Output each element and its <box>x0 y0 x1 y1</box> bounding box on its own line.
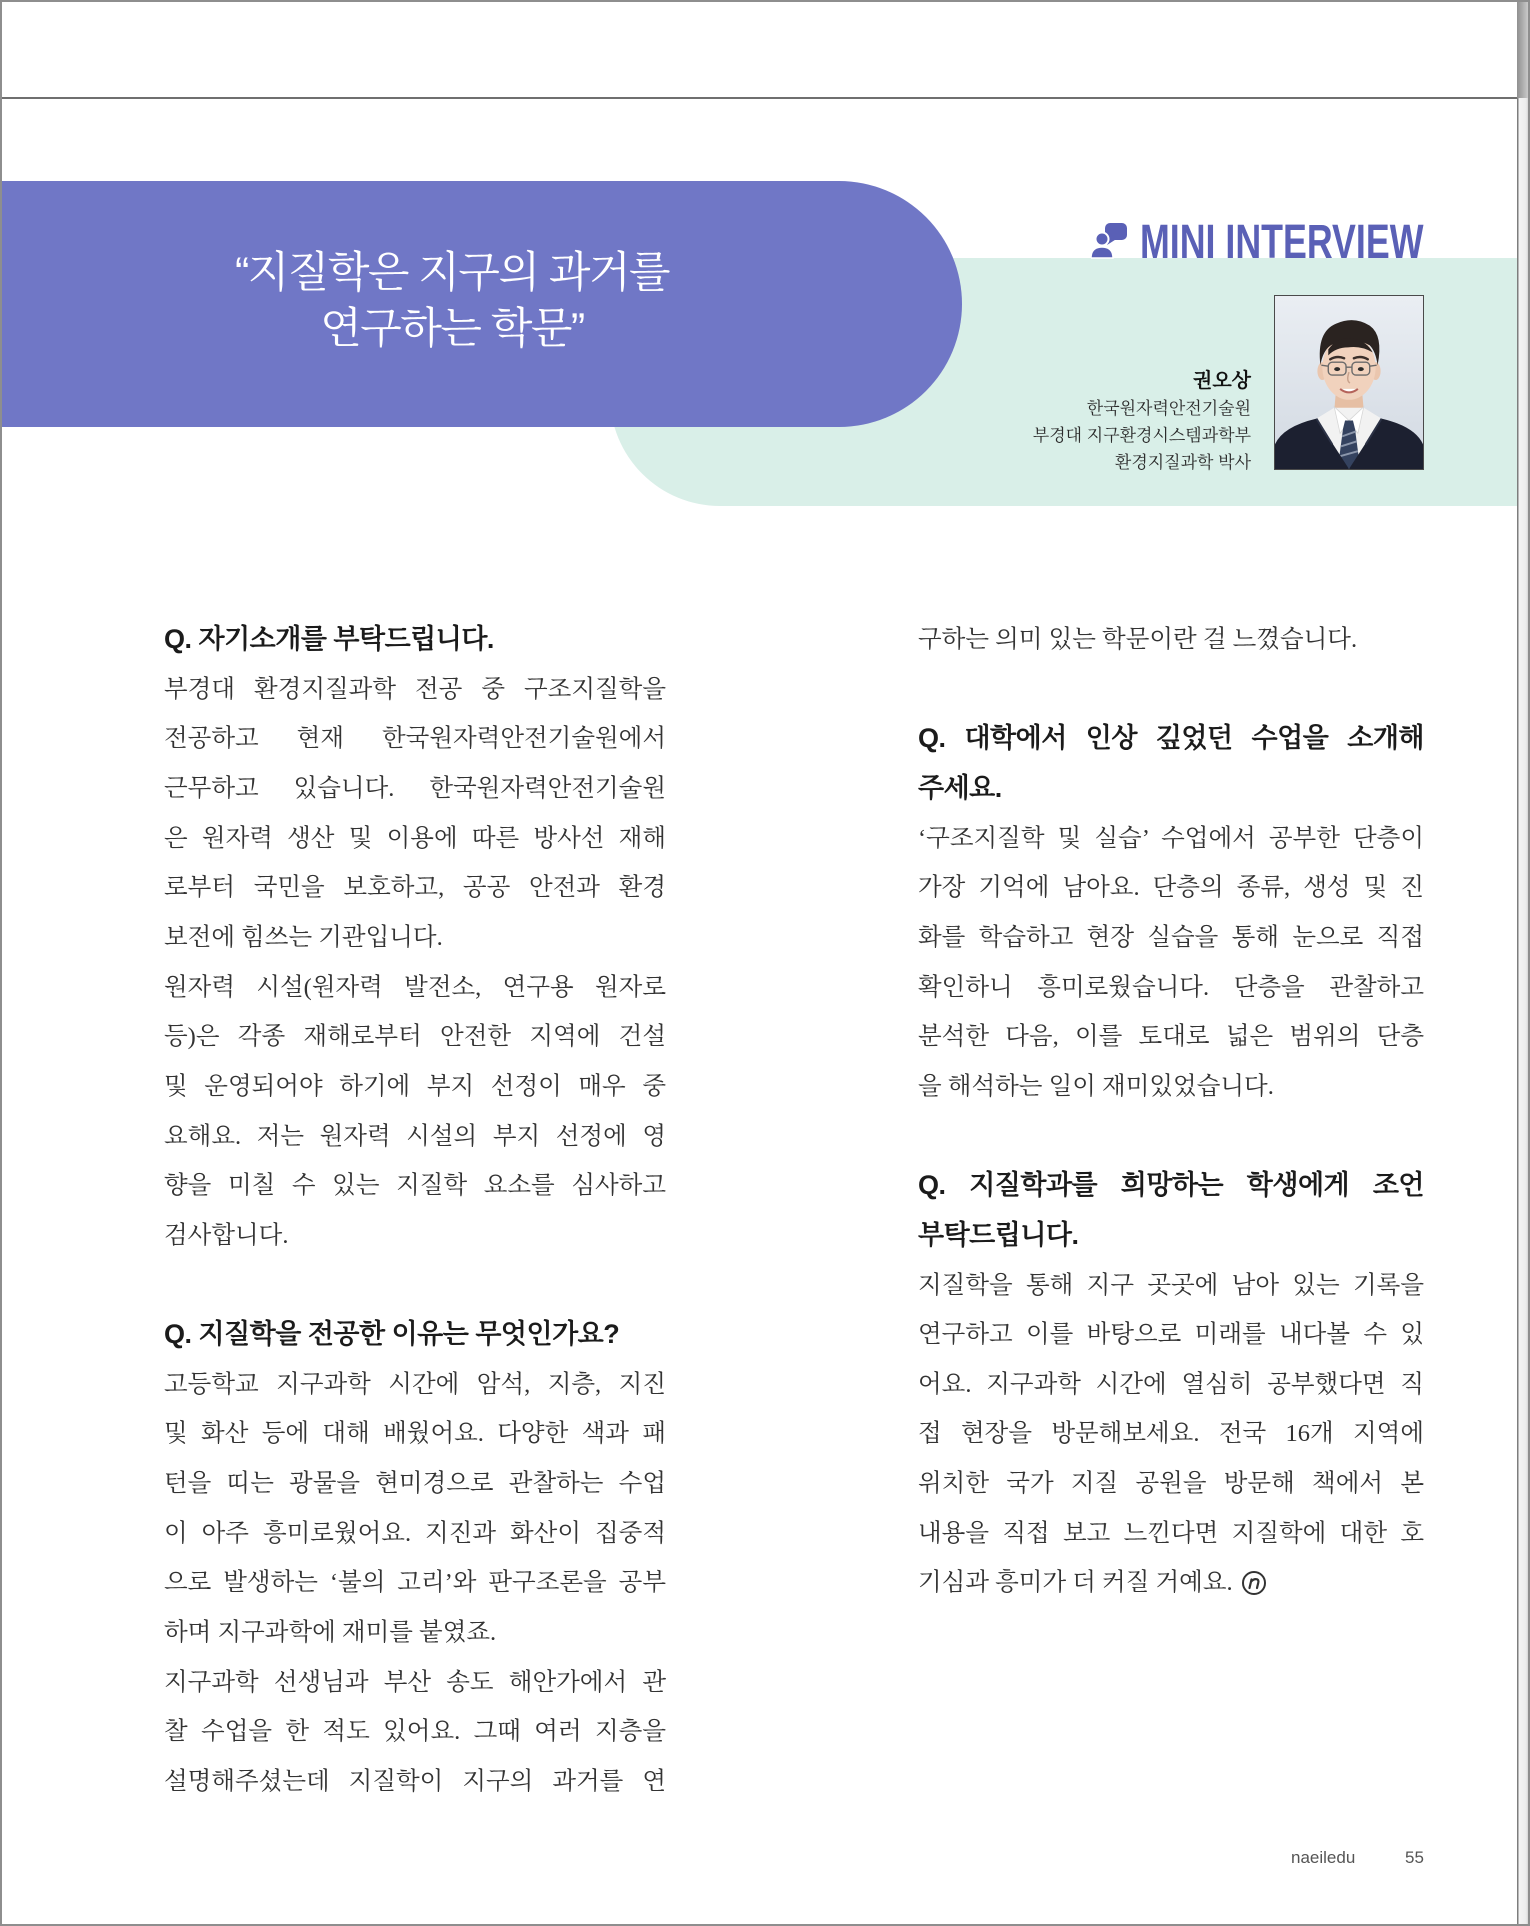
interview-chat-icon <box>1091 222 1128 259</box>
answer-line: 요해요. 저는 원자력 시설의 부지 선정에 영 <box>164 1122 666 1150</box>
answer-line: 부경대 환경지질과학 전공 중 구조지질학을 <box>164 675 666 703</box>
answer-line: 지질학을 통해 지구 곳곳에 남아 있는 기록을 <box>918 1271 1424 1299</box>
paragraph-spacer <box>918 1112 1424 1162</box>
headline-quote-line-1: “지질학은 지구의 과거를 <box>234 249 670 297</box>
naeil-logo-icon <box>1241 1570 1267 1596</box>
interviewee-portrait <box>1275 296 1423 469</box>
answer-line: 을 해석하는 일이 재미있었습니다. <box>918 1072 1274 1100</box>
answer-line: 으로 발생하는 ‘불의 고리’와 판구조론을 공부 <box>164 1569 666 1597</box>
answer-line: 연구하고 이를 바탕으로 미래를 내다볼 수 있 <box>918 1321 1424 1349</box>
page-edge <box>1517 0 1530 1926</box>
answer-line: 접 현장을 방문해보세요. 전국 16개 지역에 <box>918 1420 1424 1448</box>
answer-line: 및 화산 등에 대해 배웠어요. 다양한 색과 패 <box>164 1420 666 1448</box>
publication-name: naeiledu <box>1291 1848 1356 1867</box>
answer-line: 이 아주 흥미로웠어요. 지진과 화산이 집중적 <box>164 1519 666 1547</box>
answer-line: 로부터 국민을 보호하고, 공공 안전과 환경 <box>164 874 666 902</box>
section-label: MINI INTERVIEW <box>1140 216 1424 269</box>
answer-line: 등)은 각종 재해로부터 안전한 지역에 건설 <box>164 1023 666 1051</box>
interviewee-affiliation-1: 한국원자력안전기술원 <box>1086 399 1251 418</box>
page-edge-top <box>1517 0 1530 98</box>
interviewee-profile <box>1033 367 1251 476</box>
answer-line: 내용을 직접 보고 느낀다면 지질학에 대한 호 <box>918 1519 1424 1547</box>
paragraph-spacer <box>918 665 1424 715</box>
answer-line-last <box>918 1558 1424 1608</box>
headline-quote-line-2: 연구하는 학문” <box>320 305 584 353</box>
question-heading: Q. 지질학을 전공한 이유는 무엇인가요? <box>164 1319 620 1350</box>
interviewee-affiliation-2: 부경대 지구환경시스템과학부 <box>1032 426 1251 445</box>
text-column-right <box>918 615 1424 1608</box>
headline-quote <box>0 245 904 357</box>
answer-line: 원자력 시설(원자력 발전소, 연구용 원자로 <box>164 973 666 1001</box>
answer-line-text: 기심과 흥미가 더 커질 거예요. <box>918 1569 1233 1597</box>
question-heading: Q. 지질학과를 희망하는 학생에게 조언 <box>918 1170 1424 1201</box>
answer-line: 검사합니다. <box>164 1221 289 1249</box>
paragraph-spacer <box>164 1261 666 1311</box>
answer-line: 턴을 띠는 광물을 현미경으로 관찰하는 수업 <box>164 1470 666 1498</box>
answer-line: 설명해주셨는데 지질학이 지구의 과거를 연 <box>164 1768 666 1796</box>
answer-line: 위치한 국가 지질 공원을 방문해 책에서 본 <box>918 1470 1424 1498</box>
question-heading: Q. 대학에서 인상 깊었던 수업을 소개해 <box>918 723 1424 754</box>
answer-line: ‘구조지질학 및 실습’ 수업에서 공부한 단층이 <box>918 824 1424 852</box>
answer-line: 고등학교 지구과학 시간에 암석, 지층, 지진 <box>164 1370 666 1398</box>
answer-line: 가장 기억에 남아요. 단층의 종류, 생성 및 진 <box>918 874 1424 902</box>
text-column-left <box>164 615 666 1807</box>
interviewee-photo <box>1274 295 1424 470</box>
page-number: 55 <box>1405 1848 1424 1867</box>
answer-line: 은 원자력 생산 및 이용에 따른 방사선 재해 <box>164 824 666 852</box>
answer-line: 분석한 다음, 이를 토대로 넓은 범위의 단층 <box>918 1023 1424 1051</box>
answer-line: 근무하고 있습니다. 한국원자력안전기술원 <box>164 774 666 802</box>
answer-line: 찰 수업을 한 적도 있어요. 그때 여러 지층을 <box>164 1718 666 1746</box>
question-heading: 부탁드립니다. <box>918 1219 1079 1250</box>
answer-line: 화를 학습하고 현장 실습을 통해 눈으로 직접 <box>918 923 1424 951</box>
answer-line: 지구과학 선생님과 부산 송도 해안가에서 관 <box>164 1668 666 1696</box>
question-heading: Q. 자기소개를 부탁드립니다. <box>164 624 494 654</box>
answer-line: 하며 지구과학에 재미를 붙였죠. <box>164 1619 497 1647</box>
header-rule <box>0 97 1517 99</box>
answer-line: 구하는 의미 있는 학문이란 걸 느꼈습니다. <box>918 626 1358 653</box>
answer-line: 보전에 힘쓰는 기관입니다. <box>164 923 443 951</box>
answer-line: 어요. 지구과학 시간에 열심히 공부했다면 직 <box>918 1370 1424 1398</box>
interviewee-name: 권오상 <box>1193 370 1251 392</box>
question-heading: 주세요. <box>918 772 1002 803</box>
answer-line: 향을 미칠 수 있는 지질학 요소를 심사하고 <box>164 1172 666 1200</box>
interviewee-affiliation-3: 환경지질과학 박사 <box>1114 453 1251 472</box>
answer-line: 및 운영되어야 하기에 부지 선정이 매우 중 <box>164 1072 666 1100</box>
answer-line: 확인하니 흥미로웠습니다. 단층을 관찰하고 <box>918 973 1424 1001</box>
answer-line: 전공하고 현재 한국원자력안전기술원에서 <box>164 725 666 753</box>
